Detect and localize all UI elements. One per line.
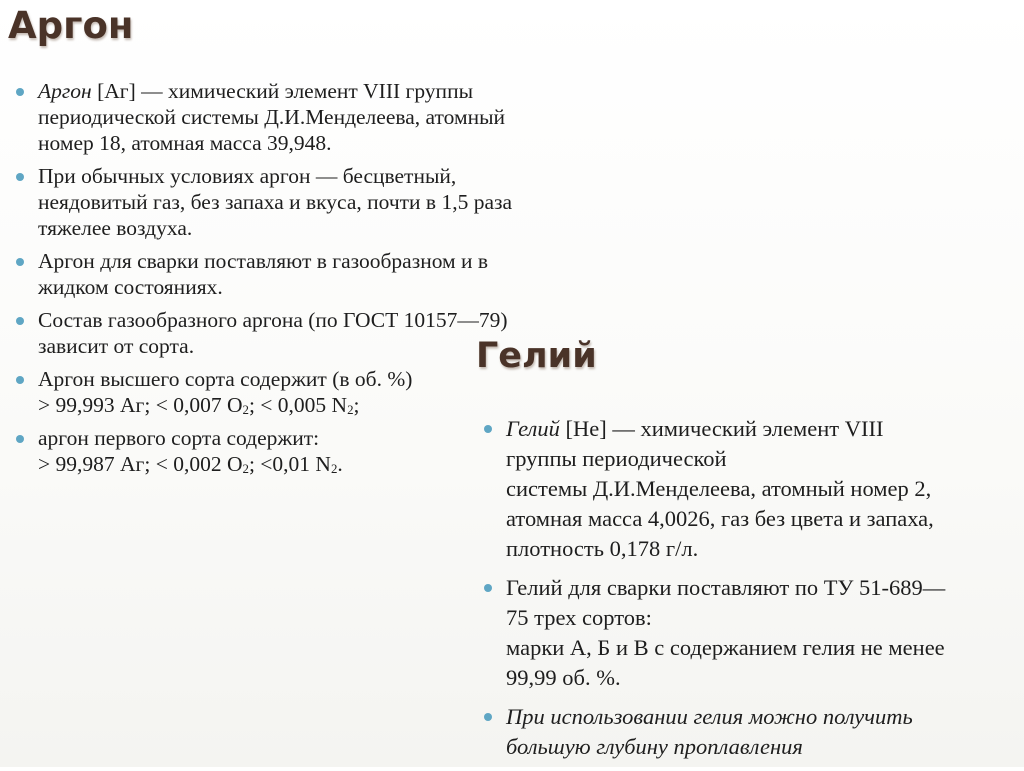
helium-penetration-line-2: большую глубину проплавления bbox=[506, 734, 803, 759]
argon-comp-line-2: зависит от сорта. bbox=[38, 334, 195, 358]
helium-bullet-penetration bbox=[482, 702, 1022, 762]
argon-top-grade-o-sub: 2 bbox=[242, 403, 249, 417]
argon-props-line-2: неядовитый газ, без запаха и вкуса, почти в 1,5 раза bbox=[38, 190, 513, 214]
argon-top-grade-ar: > 99,993 Аг; < 0,007 O bbox=[38, 393, 243, 417]
helium-supply-line-3: марки А, Б и В с содержанием гелия не менее bbox=[506, 635, 945, 660]
argon-props-line-3: тяжелее воздуха. bbox=[38, 216, 193, 240]
helium-def-line-2: группы периодической bbox=[506, 446, 727, 471]
helium-bullet-definition bbox=[482, 414, 1022, 564]
helium-penetration-line-1: При использовании гелия можно получить bbox=[506, 704, 913, 729]
argon-def-text-1: [Аг] — химический элемент VIII группы bbox=[91, 79, 474, 103]
argon-top-grade-n: ; < 0,005 N bbox=[248, 393, 348, 417]
helium-supply-line-2: 75 трех сортов: bbox=[506, 605, 652, 630]
helium-def-line-3: системы Д.И.Менделеева, атомный номер 2, bbox=[506, 476, 932, 501]
helium-bullet-list bbox=[482, 414, 1022, 771]
argon-term: Аргон bbox=[38, 79, 92, 103]
argon-supply-line-2: жидком состояниях. bbox=[38, 275, 223, 299]
argon-bullet-definition bbox=[14, 78, 594, 156]
helium-title: Гелий bbox=[476, 336, 597, 376]
helium-def-line-4: атомная масса 4,0026, газ без цвета и запаха, bbox=[506, 506, 934, 531]
argon-first-grade-n-sub: 2 bbox=[330, 462, 338, 476]
argon-def-line-1 bbox=[38, 78, 594, 104]
argon-top-grade-end: ; bbox=[353, 393, 360, 417]
argon-first-grade-end: . bbox=[337, 452, 343, 476]
argon-first-grade-o-sub: 2 bbox=[242, 462, 249, 476]
helium-def-text-1: [Не] — химический элемент VIII bbox=[559, 416, 884, 441]
argon-title: Аргон bbox=[8, 4, 134, 47]
argon-bullet-properties bbox=[14, 163, 594, 241]
argon-bullet-supply bbox=[14, 248, 594, 300]
argon-comp-line-1: Состав газообразного аргона (по ГОСТ 10157—79) bbox=[38, 308, 508, 332]
helium-supply-line-1: Гелий для сварки поставляют по ТУ 51-689— bbox=[506, 575, 946, 600]
helium-bullet-supply bbox=[482, 573, 1022, 693]
helium-def-line-1 bbox=[506, 414, 1022, 444]
argon-first-grade-line-1: аргон первого сорта содержит: bbox=[38, 426, 320, 450]
helium-def-line-5: плотность 0,178 г/л. bbox=[506, 536, 699, 561]
argon-def-line-2: периодической системы Д.И.Менделеева, атомный bbox=[38, 105, 506, 129]
helium-term: Гелий bbox=[506, 416, 560, 441]
argon-top-grade-n-sub: 2 bbox=[347, 403, 354, 417]
argon-props-line-1: При обычных условиях аргон — бесцветный, bbox=[38, 164, 457, 188]
helium-supply-line-4: 99,99 об. %. bbox=[506, 665, 621, 690]
argon-supply-line-1: Аргон для сварки поставляют в газообразном и в bbox=[38, 249, 489, 273]
argon-def-line-3: номер 18, атомная масса 39,948. bbox=[38, 131, 332, 155]
argon-top-grade-line-1: Аргон высшего сорта содержит (в об. %) bbox=[38, 367, 413, 391]
argon-first-grade-ar: > 99,987 Аг; < 0,002 O bbox=[38, 452, 243, 476]
argon-first-grade-n: ; <0,01 N bbox=[248, 452, 331, 476]
